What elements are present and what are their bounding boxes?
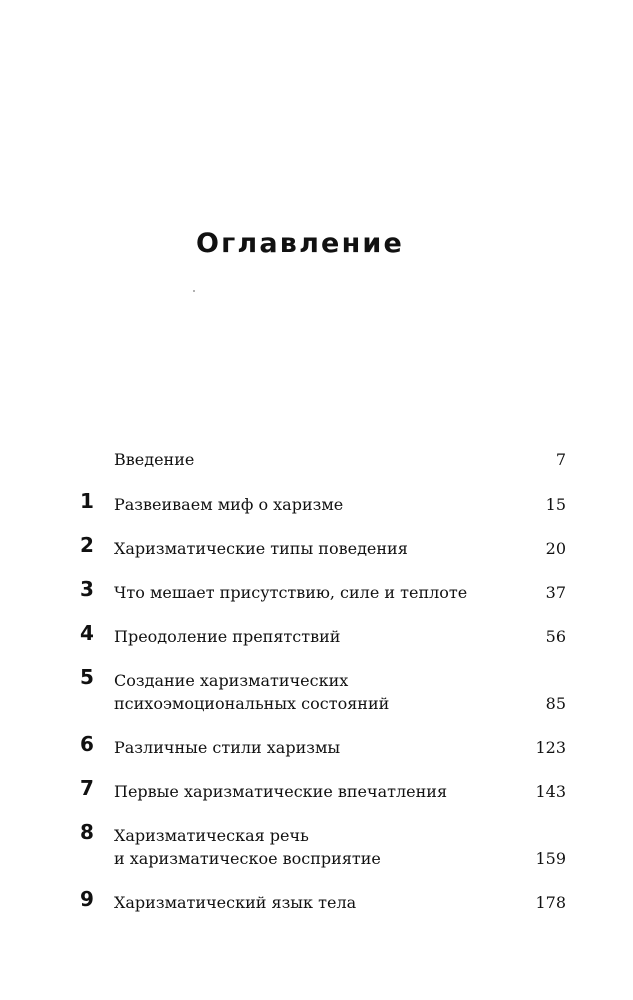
page-number: 37 [545,583,566,602]
entry-title-line: Преодоление препятствий [114,627,341,646]
entry-title [114,891,506,914]
chapter-number: 1 [80,489,94,513]
toc-entry-introduction[interactable] [76,448,566,471]
entry-title [114,537,506,560]
entry-title-line: Введение [114,450,195,469]
toc-entry-chapter-2[interactable] [76,533,566,560]
entry-title-line: Первые харизматические впечатления [114,782,448,801]
toc-entry-chapter-5[interactable] [76,665,566,715]
chapter-number: 3 [80,577,94,601]
toc-entry-chapter-6[interactable] [76,732,566,759]
paper-speck [193,290,195,292]
toc-entry-chapter-3[interactable] [76,577,566,604]
entry-title-line: Харизматические типы поведения [114,539,408,558]
page-number: 143 [535,782,566,801]
chapter-number: 8 [80,820,94,844]
toc-entry-chapter-8[interactable] [76,820,566,870]
chapter-number: 7 [80,776,94,800]
entry-title-line: и харизматическое восприятие [114,849,381,868]
table-of-contents [76,448,566,935]
entry-title [114,493,506,516]
chapter-number: 9 [80,887,94,911]
entry-title [114,669,506,715]
entry-title-line: Что мешает присутствию, силе и теплоте [114,583,468,602]
entry-title [114,448,506,471]
toc-entry-chapter-1[interactable] [76,489,566,516]
entry-title [114,780,506,803]
entry-title [114,625,506,648]
page-number: 56 [545,627,566,646]
page-number: 15 [545,495,566,514]
toc-entry-chapter-9[interactable] [76,887,566,914]
page-number: 20 [545,539,566,558]
entry-title-line: Создание харизматических [114,671,349,690]
entry-title-line: психоэмоциональных состояний [114,694,390,713]
page-number: 7 [555,450,566,469]
chapter-number: 4 [80,621,94,645]
entry-title [114,581,506,604]
entry-title [114,736,506,759]
entry-title-line: Различные стили харизмы [114,738,341,757]
toc-entry-chapter-4[interactable] [76,621,566,648]
entry-title [114,824,506,870]
entry-title-line: Харизматический язык тела [114,893,357,912]
page-number: 159 [535,849,566,868]
page-number: 85 [545,694,566,713]
page-title: Оглавление [195,228,405,259]
chapter-number: 2 [80,533,94,557]
entry-title-line: Развеиваем миф о харизме [114,495,344,514]
toc-entry-chapter-7[interactable] [76,776,566,803]
chapter-number: 5 [80,665,94,689]
page-number: 178 [535,893,566,912]
chapter-number: 6 [80,732,94,756]
entry-title-line: Харизматическая речь [114,826,309,845]
page-number: 123 [535,738,566,757]
